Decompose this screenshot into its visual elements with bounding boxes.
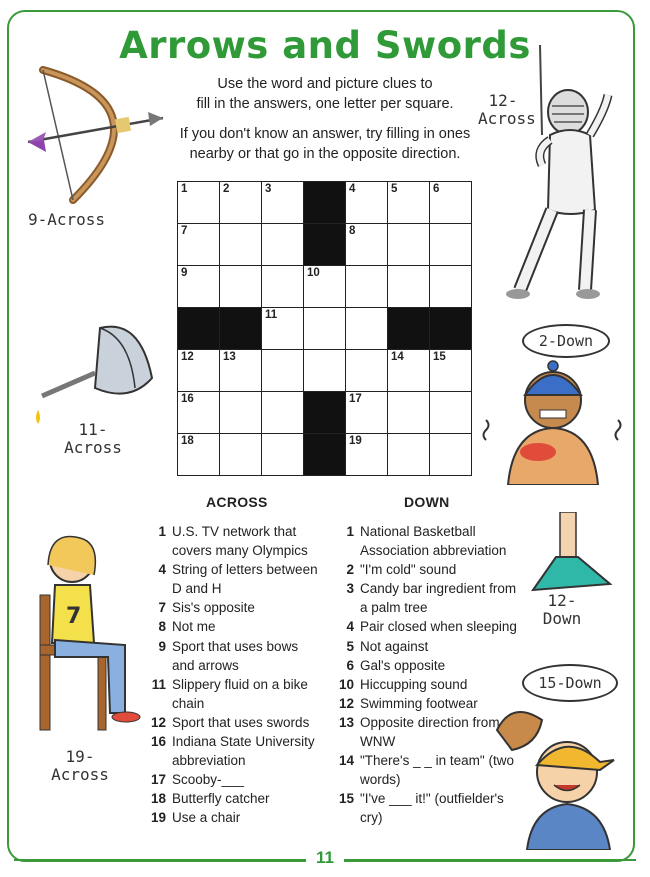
clue-number: 13 — [338, 714, 354, 730]
clue-number: 19 — [150, 810, 166, 826]
clue-number: 9 — [158, 638, 166, 654]
label-line: Down — [542, 609, 582, 628]
cell-number: 2 — [223, 183, 230, 195]
clue-text: Scooby-___ — [172, 772, 245, 788]
cell-number: 13 — [223, 351, 236, 363]
grid-cell[interactable] — [346, 266, 388, 308]
down-clue — [332, 522, 522, 560]
across-clue — [144, 732, 324, 770]
across-clue — [144, 617, 324, 636]
label-line: Across — [478, 109, 536, 128]
cell-number: 8 — [349, 225, 356, 237]
clue-text: Sport that uses swords — [172, 714, 310, 730]
grid-cell[interactable] — [304, 350, 346, 392]
crossword-grid — [177, 181, 472, 476]
shirt-number: 7 — [66, 604, 82, 629]
clue-text: "I've ___ it!" (outfielder's cry) — [360, 791, 504, 826]
cell-number: 3 — [265, 183, 272, 195]
clue-text: Opposite direction from WNW — [360, 714, 500, 750]
grid-cell[interactable] — [178, 392, 220, 434]
cell-number: 16 — [181, 393, 194, 405]
grid-cell[interactable] — [262, 182, 304, 224]
across-clue — [144, 598, 324, 617]
grid-cell[interactable] — [346, 224, 388, 266]
across-clue — [144, 713, 324, 732]
grid-block — [430, 308, 472, 350]
clue-number: 14 — [338, 753, 354, 769]
label-12-down — [532, 592, 592, 628]
page-number-bar — [0, 848, 650, 868]
grid-cell[interactable] — [178, 434, 220, 476]
clue-text: U.S. TV network that covers many Olympics — [172, 524, 308, 559]
cell-number: 6 — [433, 183, 440, 195]
grid-cell[interactable] — [178, 224, 220, 266]
down-clue — [332, 579, 522, 617]
intro-line: fill in the answers, one letter per square. — [196, 96, 454, 112]
down-clue — [332, 560, 522, 579]
cell-number: 9 — [181, 267, 188, 279]
grid-cell[interactable] — [430, 350, 472, 392]
grid-cell[interactable] — [346, 350, 388, 392]
clue-number: 5 — [346, 638, 354, 654]
cell-number: 4 — [349, 183, 356, 195]
label-line: 12- — [488, 91, 518, 110]
grid-block — [304, 434, 346, 476]
grid-cell[interactable] — [220, 266, 262, 308]
label-line: Across — [51, 765, 109, 784]
grid-cell[interactable] — [346, 182, 388, 224]
clue-number: 6 — [346, 657, 354, 673]
grid-cell[interactable] — [304, 308, 346, 350]
grid-cell[interactable] — [388, 182, 430, 224]
clue-text: Slippery fluid on a bike chain — [172, 676, 308, 711]
intro-line: Use the word and picture clues to — [217, 76, 433, 92]
clue-text: Swimming footwear — [360, 695, 478, 711]
grid-cell[interactable] — [388, 392, 430, 434]
clue-text: Butterfly catcher — [172, 791, 270, 807]
cell-number: 10 — [307, 267, 320, 279]
bow-and-arrow-illustration — [18, 60, 168, 210]
across-heading: ACROSS — [206, 494, 268, 510]
grid-cell[interactable] — [262, 224, 304, 266]
grid-cell[interactable] — [262, 266, 304, 308]
clue-number: 2 — [346, 562, 354, 578]
clue-number: 12 — [150, 714, 166, 730]
label-9-across: 9-Across — [28, 210, 106, 229]
grid-cell[interactable] — [346, 392, 388, 434]
intro-line: If you don't know an answer, try filling in ones — [179, 126, 471, 142]
grid-cell[interactable] — [262, 308, 304, 350]
grid-cell[interactable] — [430, 266, 472, 308]
clue-number: 3 — [346, 581, 354, 597]
down-heading: DOWN — [404, 494, 450, 510]
clue-text: "There's _ _ in team" (two words) — [360, 753, 514, 788]
down-clue — [332, 675, 522, 694]
grid-cell[interactable] — [178, 266, 220, 308]
label-line: Across — [64, 438, 122, 457]
cell-number: 18 — [181, 435, 194, 447]
label-line: 11- — [78, 420, 108, 439]
clue-number: 16 — [150, 734, 166, 750]
grid-cell[interactable] — [388, 266, 430, 308]
grid-block — [304, 224, 346, 266]
clue-number: 1 — [158, 524, 166, 539]
down-clue — [332, 656, 522, 675]
shivering-kid-illustration — [478, 360, 628, 485]
clue-number: 1 — [346, 524, 354, 539]
grid-cell[interactable] — [388, 434, 430, 476]
cell-number: 5 — [391, 183, 398, 195]
clue-text: Not me — [172, 619, 216, 635]
across-clue — [144, 675, 324, 713]
clue-text: Sis's opposite — [172, 600, 255, 616]
intro-instructions — [160, 74, 490, 114]
grid-row — [178, 392, 472, 434]
clue-number: 15 — [338, 791, 354, 807]
grid-cell[interactable] — [346, 308, 388, 350]
cell-number: 17 — [349, 393, 362, 405]
grid-cell[interactable] — [262, 434, 304, 476]
clue-text: "I'm cold" sound — [360, 562, 457, 578]
across-clue — [144, 808, 324, 827]
grid-block — [178, 308, 220, 350]
clue-number: 18 — [150, 791, 166, 807]
grid-cell[interactable] — [220, 224, 262, 266]
fencer-illustration — [490, 40, 625, 305]
across-clue — [144, 789, 324, 808]
grid-cell[interactable] — [220, 392, 262, 434]
label-11-across — [48, 421, 138, 457]
clue-number: 7 — [158, 600, 166, 616]
clue-text: Not against — [360, 638, 429, 654]
grid-cell[interactable] — [220, 350, 262, 392]
cell-number: 15 — [433, 351, 446, 363]
across-clue — [144, 637, 324, 675]
down-clue — [332, 637, 522, 656]
grid-row — [178, 182, 472, 224]
swim-fin-illustration — [528, 512, 613, 602]
clue-text: Gal's opposite — [360, 657, 446, 673]
grid-row — [178, 308, 472, 350]
clue-text: String of letters between D and H — [172, 562, 318, 597]
grid-cell[interactable] — [388, 350, 430, 392]
clue-text: Indiana State University abbreviation — [172, 734, 315, 769]
cell-number: 11 — [265, 309, 278, 321]
cell-number: 12 — [181, 351, 194, 363]
speech-bubble-15-down: 15-Down — [522, 664, 618, 702]
clue-number: 4 — [346, 619, 354, 635]
intro-line: nearby or that go in the opposite direction. — [189, 146, 461, 162]
grid-block — [304, 392, 346, 434]
intro-hint — [160, 124, 490, 164]
grid-block — [304, 182, 346, 224]
across-clue — [144, 560, 324, 598]
cell-number: 14 — [391, 351, 404, 363]
clue-text: Hiccupping sound — [360, 676, 468, 692]
grid-cell[interactable] — [430, 224, 472, 266]
clue-number: 8 — [158, 619, 166, 635]
cell-number: 19 — [349, 435, 362, 447]
sitting-girl-illustration — [30, 535, 150, 735]
grid-cell[interactable] — [178, 350, 220, 392]
grid-cell[interactable] — [304, 266, 346, 308]
clue-number: 4 — [158, 562, 166, 578]
label-line: 12- — [547, 591, 577, 610]
oil-can-illustration — [30, 318, 160, 428]
across-clue — [144, 522, 324, 560]
across-clue — [144, 770, 324, 789]
clue-text: Pair closed when sleeping — [360, 619, 517, 635]
grid-cell[interactable] — [430, 182, 472, 224]
grid-cell[interactable] — [346, 434, 388, 476]
grid-cell[interactable] — [430, 434, 472, 476]
grid-cell[interactable] — [262, 350, 304, 392]
clue-number: 17 — [150, 772, 166, 788]
grid-row — [178, 224, 472, 266]
cell-number: 7 — [181, 225, 188, 237]
speech-bubble-2-down: 2-Down — [522, 324, 610, 358]
grid-cell[interactable] — [220, 434, 262, 476]
clue-text: Use a chair — [172, 810, 241, 826]
grid-row — [178, 266, 472, 308]
clue-text: National Basketball Association abbreviation — [360, 524, 507, 559]
outfielder-kid-illustration — [492, 700, 630, 850]
grid-cell[interactable] — [262, 392, 304, 434]
page-number: 11 — [306, 848, 344, 867]
grid-row — [178, 350, 472, 392]
grid-block — [388, 308, 430, 350]
label-19-across — [40, 748, 120, 784]
clue-number: 12 — [338, 695, 354, 711]
label-line: 19- — [65, 747, 95, 766]
clue-number: 11 — [151, 676, 166, 692]
down-clue — [332, 617, 522, 636]
grid-cell[interactable] — [220, 182, 262, 224]
clue-text: Candy bar ingredient from a palm tree — [360, 581, 517, 616]
grid-row — [178, 434, 472, 476]
grid-cell[interactable] — [178, 182, 220, 224]
grid-cell[interactable] — [388, 224, 430, 266]
grid-block — [220, 308, 262, 350]
across-clue-list — [144, 522, 324, 828]
page-title: Arrows and Swords — [119, 24, 531, 67]
label-12-across — [478, 91, 536, 128]
clue-text: Sport that uses bows and arrows — [172, 638, 299, 673]
clue-number: 10 — [338, 676, 354, 692]
grid-cell[interactable] — [430, 392, 472, 434]
cell-number: 1 — [181, 183, 188, 195]
